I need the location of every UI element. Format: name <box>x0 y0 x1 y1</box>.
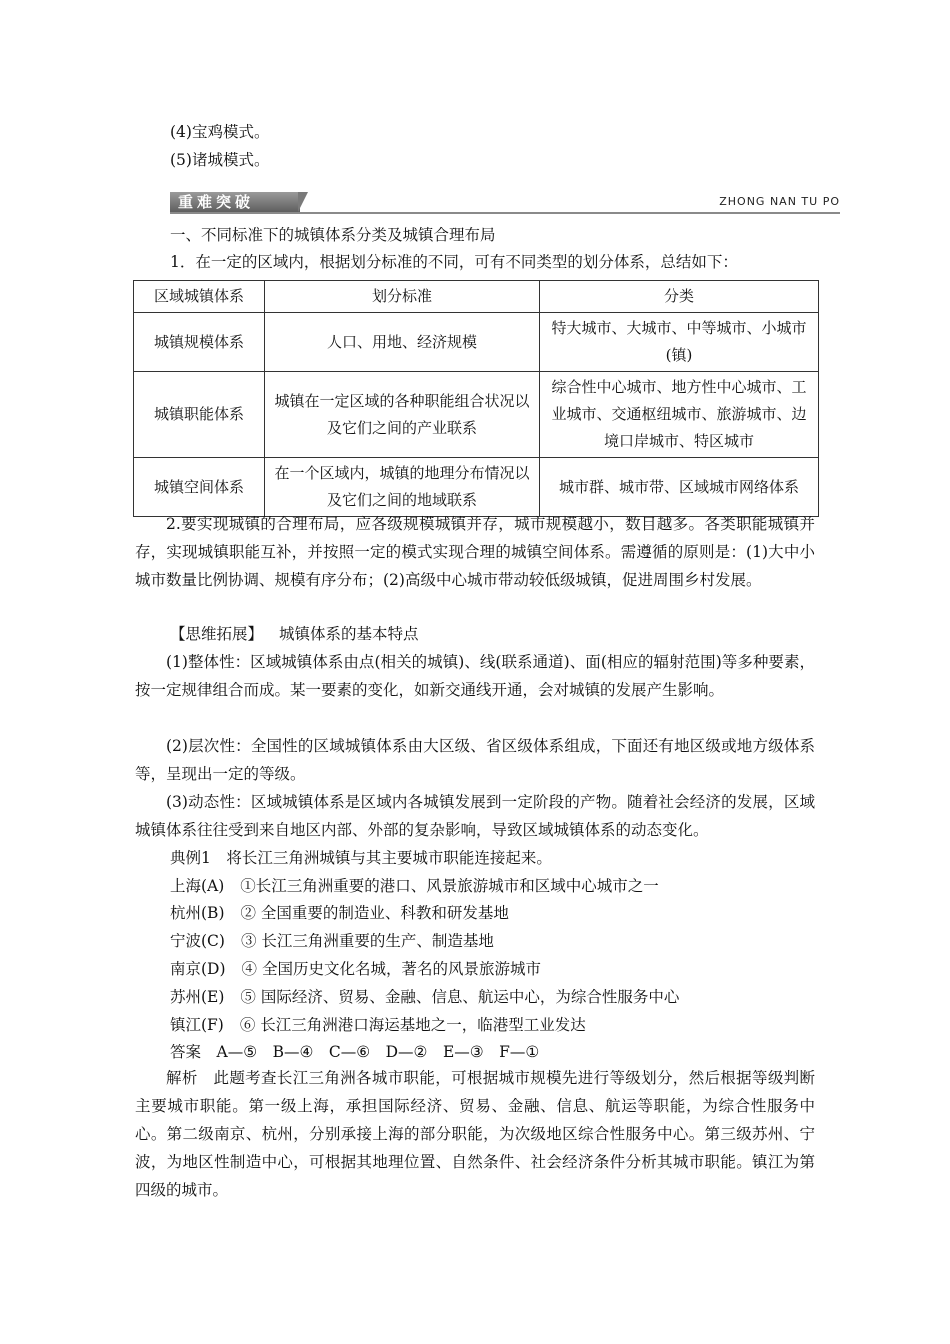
point-2: 2.要实现城镇的合理布局，应各级规模城镇并存，城市规模越小，数目越多。各类职能城镇并存，实现城镇职能互补，并按照一定的模式实现合理的城镇空间体系。需遵循的原则是：(1)大中小城市数量比例协调、规模有序分布；(2)高级中心城市带动较低级城镇，促进周围乡村发展。 <box>135 515 815 589</box>
table-cell-system: 城镇职能体系 <box>134 372 265 458</box>
thinking-tag: 【思维拓展】 <box>170 625 264 643</box>
point-1: 1．在一定的区域内，根据划分标准的不同，可有不同类型的划分体系，总结如下： <box>170 253 738 271</box>
table-header-cell: 划分标准 <box>265 281 540 313</box>
table-cell-standard: 人口、用地、经济规模 <box>265 313 540 372</box>
table-cell-standard: 在一个区域内，城镇的地理分布情况以及它们之间的地域联系 <box>265 458 540 517</box>
match-city: 南京(D) <box>170 960 226 978</box>
table-cell-classes: 综合性中心城市、地方性中心城市、工业城市、交通枢纽城市、旅游城市、边境口岸城市、特区城市 <box>540 372 819 458</box>
city-system-table <box>133 280 819 517</box>
match-city: 苏州(E) <box>170 988 225 1006</box>
table-cell-standard: 城镇在一定区域的各种职能组合状况以及它们之间的产业联系 <box>265 372 540 458</box>
section-heading: 一、不同标准下的城镇体系分类及城镇合理布局 <box>170 226 496 244</box>
intro-item-5: (5)诸城模式。 <box>170 151 270 169</box>
banner-pinyin: ZHONG NAN TU PO <box>719 195 840 208</box>
example-answer: 答案 A—⑤ B—④ C—⑥ D—② E—③ F—① <box>170 1043 540 1061</box>
table-header-row <box>134 281 819 313</box>
table-cell-classes: 城市群、城市带、区域城市网络体系 <box>540 458 819 517</box>
banner-rule <box>170 212 840 214</box>
match-city: 镇江(F) <box>170 1016 224 1034</box>
thinking-title: 城镇体系的基本特点 <box>279 625 419 643</box>
table-row <box>134 313 819 372</box>
banner-slant-decoration <box>298 192 308 212</box>
match-city: 宁波(C) <box>170 932 225 950</box>
section-banner <box>170 192 840 214</box>
match-city: 上海(A) <box>170 877 225 895</box>
table-cell-system: 城镇规模体系 <box>134 313 265 372</box>
match-city: 杭州(B) <box>170 904 225 922</box>
intro-item-4: (4)宝鸡模式。 <box>170 123 270 141</box>
thinking-heading <box>170 624 419 644</box>
match-pair <box>170 876 659 896</box>
match-pair <box>170 959 541 979</box>
example-stem: 典例1 将长江三角洲城镇与其主要城市职能连接起来。 <box>170 849 552 867</box>
table-row <box>134 458 819 517</box>
match-function: ③ 长江三角洲重要的生产、制造基地 <box>240 932 494 950</box>
table-row <box>134 372 819 458</box>
match-function: ⑥ 长江三角洲港口海运基地之一，临港型工业发达 <box>239 1016 586 1034</box>
match-function: ①长江三角洲重要的港口、风景旅游城市和区域中心城市之一 <box>240 877 659 895</box>
table-header-cell: 区域城镇体系 <box>134 281 265 313</box>
match-function: ④ 全国历史文化名城，著名的风景旅游城市 <box>241 960 541 978</box>
match-function: ② 全国重要的制造业、科教和研发基地 <box>240 904 509 922</box>
table-cell-classes: 特大城市、大城市、中等城市、小城市(镇) <box>540 313 819 372</box>
match-pair <box>170 1015 586 1035</box>
thinking-item: (1)整体性：区域城镇体系由点(相关的城镇)、线(联系通道)、面(相应的辐射范围)等多种要素，按一定规律组合而成。某一要素的变化，如新交通线开通，会对城镇的发展产生影响。 <box>135 653 815 699</box>
match-pair <box>170 931 494 951</box>
thinking-item: (3)动态性：区域城镇体系是区域内各城镇发展到一定阶段的产物。随着社会经济的发展，区域城镇体系往往受到来自地区内部、外部的复杂影响，导致区域城镇体系的动态变化。 <box>135 793 815 839</box>
thinking-item: (2)层次性：全国性的区域城镇体系由大区级、省区级体系组成，下面还有地区级或地方级体系等，呈现出一定的等级。 <box>135 737 815 783</box>
match-pair <box>170 903 509 923</box>
table-cell-system: 城镇空间体系 <box>134 458 265 517</box>
table-header-cell: 分类 <box>540 281 819 313</box>
match-function: ⑤ 国际经济、贸易、金融、信息、航运中心，为综合性服务中心 <box>240 988 680 1006</box>
banner-title: 重难突破 <box>170 192 300 212</box>
example-analysis: 解析 此题考查长江三角洲各城市职能，可根据城市规模先进行等级划分，然后根据等级判断主要城市职能。第一级上海，承担国际经济、贸易、金融、信息、航运等职能，为综合性服务中心。第二级南京、杭州，分别承接上海的部分职能，为次级地区综合性服务中心。第三级苏州、宁波，为地区性制造中心，可根据其地理位置、自然条件、社会经济条件分析其城市职能。镇江为第四级的城市。 <box>135 1069 815 1199</box>
match-pair <box>170 987 679 1007</box>
